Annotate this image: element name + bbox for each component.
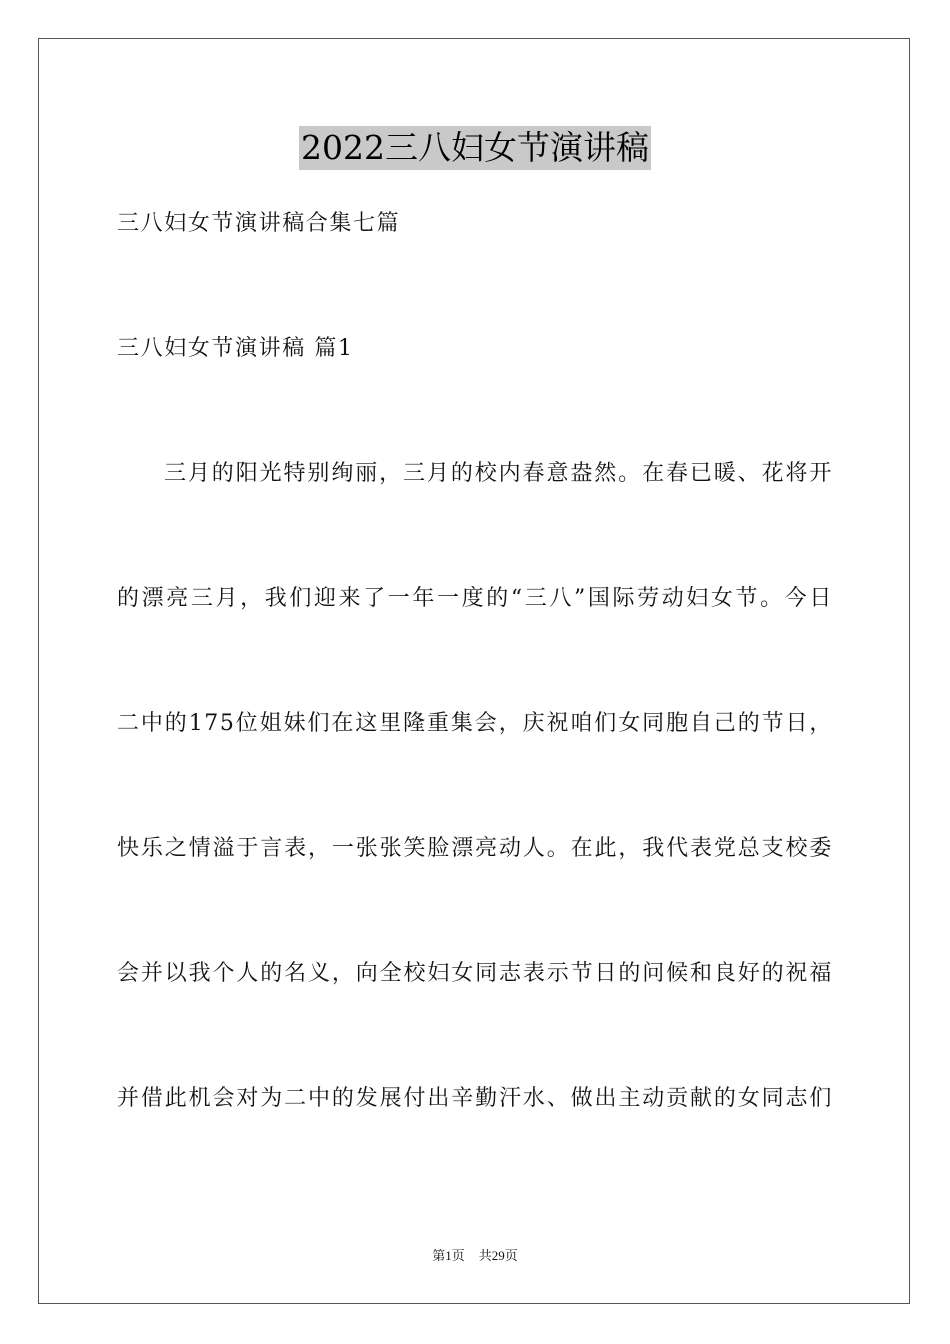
page-total: 共29页 xyxy=(478,1248,518,1263)
page-footer xyxy=(0,1247,950,1265)
title-container xyxy=(0,126,950,170)
paragraph-line: 的漂亮三月，我们迎来了一年一度的“三八”国际劳动妇女节。今日 xyxy=(117,586,833,611)
paragraph-line: 三月的阳光特别绚丽，三月的校内春意盎然。在春已暖、花将开 xyxy=(164,461,833,486)
paragraph-line: 二中的175位姐妹们在这里隆重集会，庆祝咱们女同胞自己的节日， xyxy=(117,711,833,736)
page-number: 第1页 xyxy=(432,1248,465,1263)
document-title: 2022三八妇女节演讲稿 xyxy=(299,126,651,170)
paragraph-line: 并借此机会对为二中的发展付出辛勤汗水、做出主动贡献的女同志们 xyxy=(117,1086,833,1111)
paragraph-line: 快乐之情溢于言表，一张张笑脸漂亮动人。在此，我代表党总支校委 xyxy=(117,836,833,861)
document-subtitle: 三八妇女节演讲稿合集七篇 xyxy=(117,211,401,236)
paragraph-line: 会并以我个人的名义，向全校妇女同志表示节日的问候和良好的祝福 xyxy=(117,961,833,986)
section-heading: 三八妇女节演讲稿 篇1 xyxy=(117,336,354,361)
